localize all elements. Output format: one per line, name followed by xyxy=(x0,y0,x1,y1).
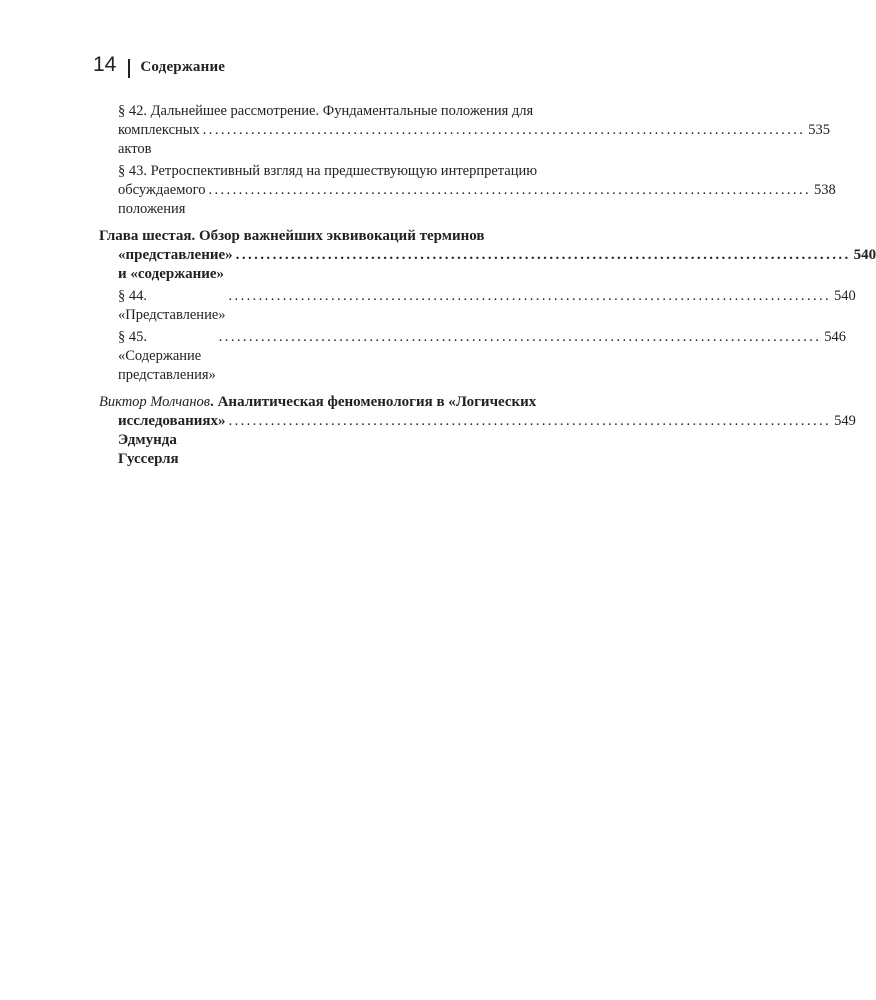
toc-page-ref: 540 xyxy=(853,247,876,263)
dot-leader: .................................................................................................... xyxy=(235,247,851,263)
dot-leader: .................................................................................................... xyxy=(228,413,832,429)
running-header xyxy=(93,53,225,83)
header-divider xyxy=(128,59,130,78)
toc-entry-s45[interactable] xyxy=(99,328,847,385)
toc-entry-title: § 43. Ретроспективный взгляд на предшествующую интерпретацию xyxy=(118,163,538,179)
toc-page-ref: 538 xyxy=(813,182,836,198)
dot-leader: .................................................................................................... xyxy=(202,122,806,138)
dot-leader: .................................................................................................... xyxy=(228,288,832,304)
chapter-title: Глава шестая. Обзор важнейших эквивокаций терминов xyxy=(99,228,485,244)
running-title: Содержание xyxy=(140,59,226,75)
toc-page-ref: 546 xyxy=(824,329,847,345)
toc-entry-afterword[interactable] xyxy=(99,393,856,469)
page-number: 14 xyxy=(93,53,117,76)
toc-entry-title: § 44. «Представление» xyxy=(118,288,226,323)
afterword-title: . Аналитическая феноменология в «Логических xyxy=(210,394,537,410)
toc-entry-s44[interactable] xyxy=(99,287,856,325)
toc-page-ref: 535 xyxy=(808,122,831,138)
afterword-title-cont: исследованиях» Эдмунда Гуссерля xyxy=(118,413,226,467)
dot-leader: .................................................................................................... xyxy=(208,182,811,198)
toc-entry-title: § 45. «Содержание представления» xyxy=(118,329,216,383)
afterword-author: Виктор Молчанов xyxy=(99,394,211,410)
toc-entry-title-cont: комплексных актов xyxy=(118,122,200,157)
toc-entry-title-cont: обсуждаемого положения xyxy=(118,182,206,217)
toc-entry-s43[interactable] xyxy=(99,162,836,219)
toc-page-ref: 549 xyxy=(834,413,856,429)
table-of-contents xyxy=(99,102,876,472)
toc-entry-chapter6[interactable] xyxy=(99,227,876,284)
toc-entry-s42[interactable] xyxy=(99,102,831,159)
toc-page-ref: 540 xyxy=(834,288,856,304)
dot-leader: .................................................................................................... xyxy=(218,329,822,345)
chapter-title-cont: «представление» и «содержание» xyxy=(118,247,233,282)
toc-entry-title: § 42. Дальнейшее рассмотрение. Фундаментальные положения для xyxy=(118,103,534,119)
